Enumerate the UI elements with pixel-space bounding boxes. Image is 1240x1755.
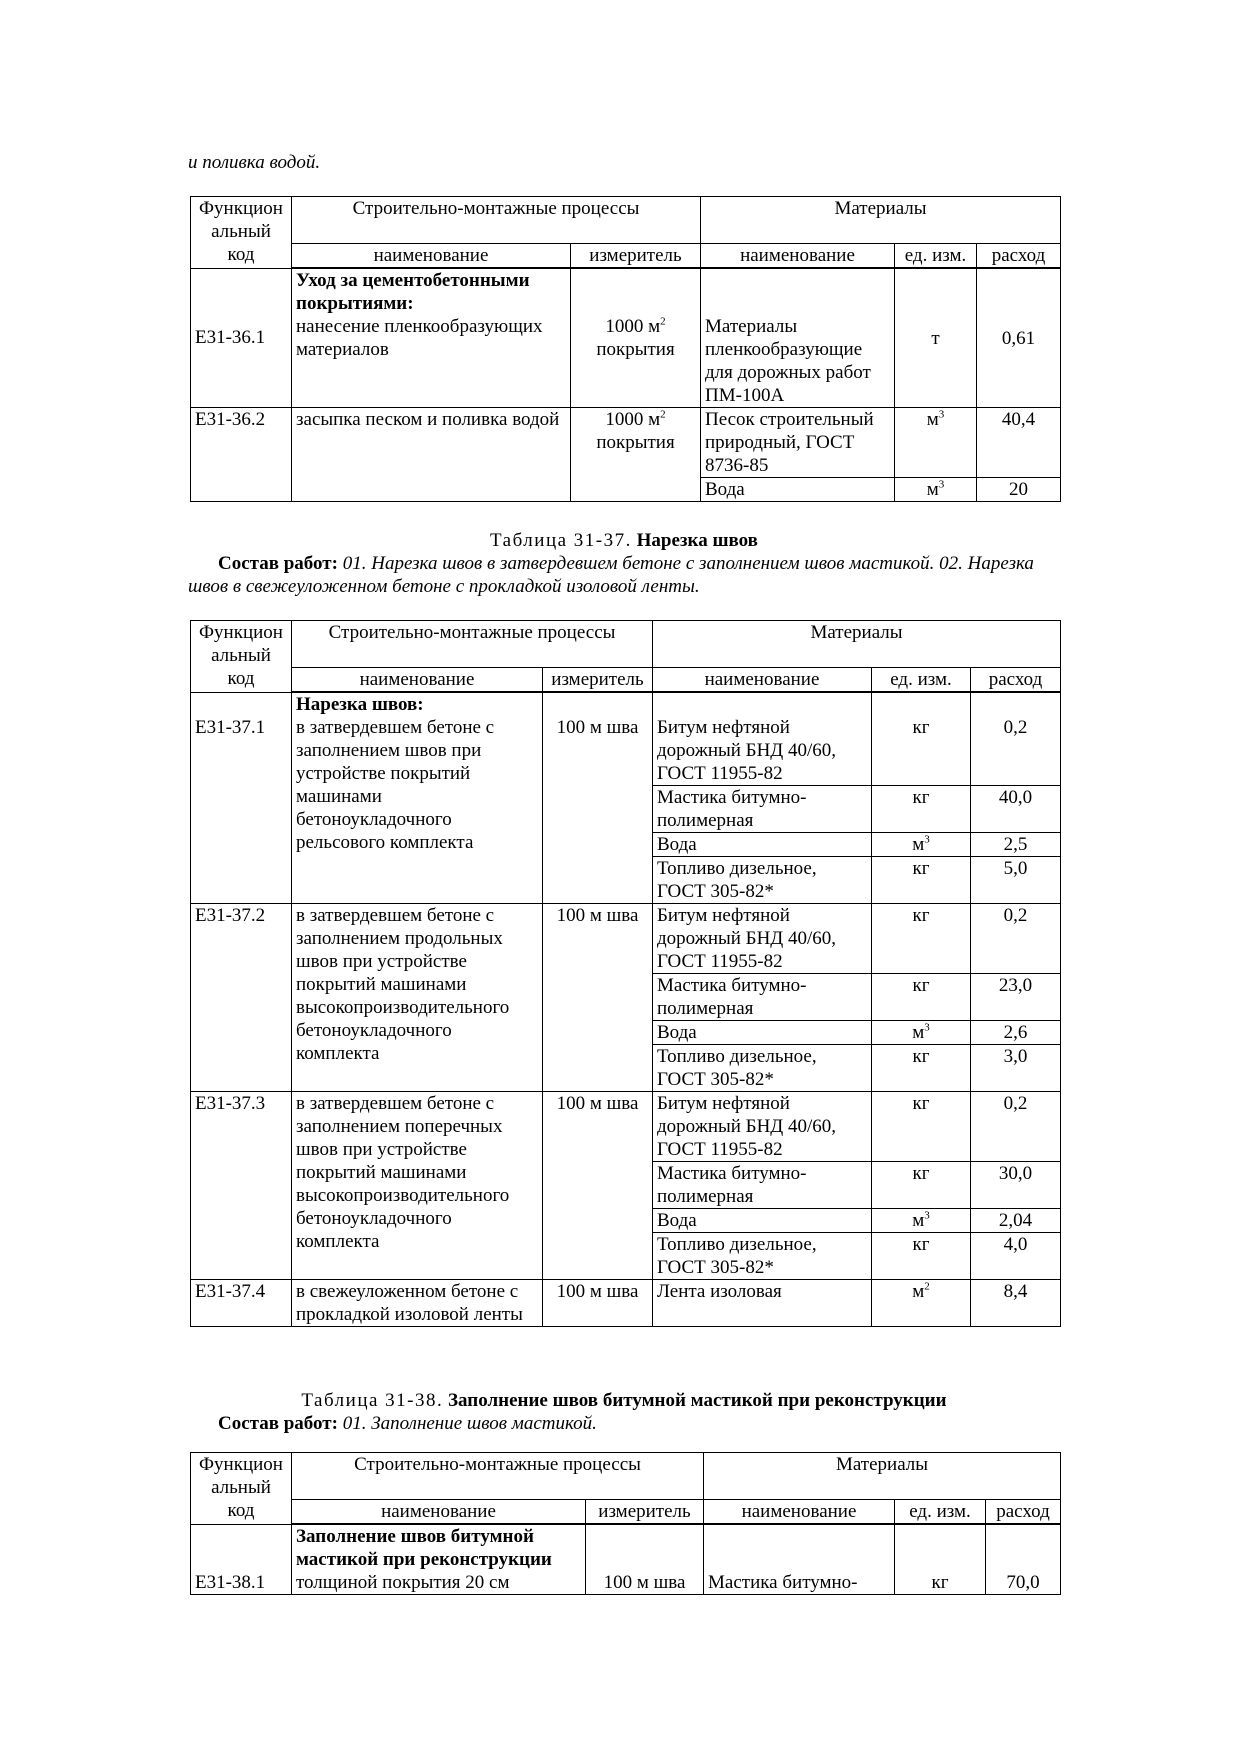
row-name: Заполнение швов битумной мастикой при реконструкции толщиной покрытия 20 см — [292, 1524, 586, 1595]
row-material: Битум нефтяной дорожный БНД 40/60, ГОСТ 11955-82 — [653, 1092, 872, 1162]
row-meter: 100 м шва — [543, 1280, 653, 1327]
row-material: Мастика битумно-полимерная — [653, 786, 872, 833]
table-row — [191, 904, 1061, 974]
table-caption: Таблица 31-38. Заполнение швов битумной мастикой при реконструкции — [301, 1390, 947, 1411]
row-value: 0,2 — [971, 692, 1061, 786]
row-code: Е31-37.2 — [191, 904, 292, 1092]
header-name: наименование — [292, 1500, 586, 1525]
row-unit: кг — [872, 1092, 971, 1162]
header-code: Функцион альный код — [191, 1453, 292, 1525]
composition-text: Состав работ: 01. Нарезка швов в затвердевшем бетоне с заполнением швов мастикой. 02. Нарезка швов в свежеуложенном бетоне с прокладкой изоловой ленты. — [188, 553, 1034, 597]
row-unit: кг — [872, 1233, 971, 1280]
section-title: Нарезка швов: — [296, 694, 424, 715]
row-material: Вода — [653, 833, 872, 857]
header-mat-name: наименование — [701, 244, 895, 269]
header-unit: ед. изм. — [895, 244, 977, 269]
row-unit: $м^3$ — [895, 408, 977, 478]
row-unit: кг — [872, 974, 971, 1021]
caption-31-37 — [188, 529, 1060, 598]
row-value: 2,5 — [971, 833, 1061, 857]
row-name: Уход за цементобетонными покрытиями: нанесение пленкообразующих материалов — [292, 268, 571, 408]
row-material: Топливо дизельное, ГОСТ 305-82* — [653, 1233, 872, 1280]
row-meter: 100 м шва — [543, 1092, 653, 1280]
row-meter: 100 м шва — [543, 692, 653, 904]
row-value: 5,0 — [971, 857, 1061, 904]
row-value: 40,4 — [977, 408, 1061, 478]
row-unit: кг — [872, 692, 971, 786]
header-code: Функцион альный код — [191, 197, 292, 269]
header-name: наименование — [292, 244, 571, 269]
row-unit: кг — [872, 857, 971, 904]
row-value: 0,61 — [977, 268, 1061, 408]
header-mat-name: наименование — [704, 1500, 895, 1525]
row-material: Мастика битумно- — [704, 1524, 895, 1595]
table-31-36 — [190, 196, 1060, 502]
caption-31-38 — [188, 1389, 1060, 1435]
section-title: Уход за цементобетонными покрытиями: — [296, 270, 530, 314]
row-name: в свежеуложенном бетоне с прокладкой изоловой ленты — [292, 1280, 543, 1327]
row-material: Топливо дизельное, ГОСТ 305-82* — [653, 857, 872, 904]
row-code: Е31-37.3 — [191, 1092, 292, 1280]
header-processes: Строительно-монтажные процессы — [292, 1453, 704, 1500]
table-row — [191, 692, 1061, 786]
row-code: Е31-36.2 — [191, 408, 292, 502]
header-processes: Строительно-монтажные процессы — [292, 621, 653, 668]
row-material: Битум нефтяной дорожный БНД 40/60, ГОСТ 11955-82 — [653, 904, 872, 974]
row-code: Е31-37.1 — [191, 692, 292, 904]
header-name: наименование — [292, 668, 543, 693]
row-material: Битум нефтяной дорожный БНД 40/60, ГОСТ 11955-82 — [653, 692, 872, 786]
row-unit: т — [895, 268, 977, 408]
row-code: Е31-36.1 — [191, 268, 292, 408]
table-row — [191, 1524, 1061, 1595]
header-processes: Строительно-монтажные процессы — [292, 197, 701, 244]
header-meter: измеритель — [571, 244, 701, 269]
table-row — [191, 268, 1061, 408]
row-value: 70,0 — [986, 1524, 1061, 1595]
table-31-38 — [190, 1452, 1060, 1595]
row-meter: 100 м шва — [586, 1524, 704, 1595]
header-meter: измеритель — [543, 668, 653, 693]
row-meter: 1000 $м^2$ покрытия — [571, 268, 701, 408]
row-value: 4,0 — [971, 1233, 1061, 1280]
row-meter: 100 м шва — [543, 904, 653, 1092]
row-unit: $м^3$ — [872, 833, 971, 857]
row-material: Вода — [653, 1021, 872, 1045]
row-value: 23,0 — [971, 974, 1061, 1021]
row-value: 8,4 — [971, 1280, 1061, 1327]
row-value: 0,2 — [971, 904, 1061, 974]
header-consumption: расход — [971, 668, 1061, 693]
row-value: 0,2 — [971, 1092, 1061, 1162]
table-31-37 — [190, 620, 1060, 1327]
header-materials: Материалы — [653, 621, 1061, 668]
section-title: Заполнение швов битумной мастикой при реконструкции — [296, 1526, 552, 1570]
row-meter: 1000 $м^2$ покрытия — [571, 408, 701, 502]
row-unit: кг — [872, 1162, 971, 1209]
header-materials: Материалы — [704, 1453, 1061, 1500]
row-unit: кг — [872, 786, 971, 833]
header-unit: ед. изм. — [895, 1500, 986, 1525]
row-name: в затвердевшем бетоне с заполнением продольных швов при устройстве покрытий машинами высокопроизводительного бетоноукладочного комплекта — [292, 904, 543, 1092]
row-unit: кг — [872, 1045, 971, 1092]
header-materials: Материалы — [701, 197, 1061, 244]
row-code: Е31-38.1 — [191, 1524, 292, 1595]
row-value: 30,0 — [971, 1162, 1061, 1209]
header-consumption: расход — [977, 244, 1061, 269]
row-unit: кг — [872, 904, 971, 974]
row-material: Песок строительный природный, ГОСТ 8736-85 — [701, 408, 895, 478]
row-unit: $м^3$ — [895, 478, 977, 502]
table-row — [191, 1280, 1061, 1327]
header-meter: измеритель — [586, 1500, 704, 1525]
row-unit: $м^2$ — [872, 1280, 971, 1327]
header-mat-name: наименование — [653, 668, 872, 693]
header-code: Функцион альный код — [191, 621, 292, 693]
row-value: 2,04 — [971, 1209, 1061, 1233]
row-value: 3,0 — [971, 1045, 1061, 1092]
row-material: Вода — [701, 478, 895, 502]
header-unit: ед. изм. — [872, 668, 971, 693]
row-material: Лента изоловая — [653, 1280, 872, 1327]
row-unit: $м^3$ — [872, 1021, 971, 1045]
table-row — [191, 408, 1061, 478]
row-code: Е31-37.4 — [191, 1280, 292, 1327]
row-name: Нарезка швов: в затвердевшем бетоне с заполнением швов при устройстве покрытий машинами бетоноукладочного рельсового комплекта — [292, 692, 543, 904]
table-row — [191, 1092, 1061, 1162]
row-name: засыпка песком и поливка водой — [292, 408, 571, 502]
row-name: в затвердевшем бетоне с заполнением поперечных швов при устройстве покрытий машинами высокопроизводительного бетоноукладочного комплекта — [292, 1092, 543, 1280]
row-material: Вода — [653, 1209, 872, 1233]
row-material: Материалы пленкообразующие для дорожных работ ПМ-100А — [701, 268, 895, 408]
intro-text: и поливка водой. — [188, 152, 321, 173]
row-value: 40,0 — [971, 786, 1061, 833]
row-material: Топливо дизельное, ГОСТ 305-82* — [653, 1045, 872, 1092]
row-material: Мастика битумно-полимерная — [653, 1162, 872, 1209]
row-value: 20 — [977, 478, 1061, 502]
row-unit: $м^3$ — [872, 1209, 971, 1233]
header-consumption: расход — [986, 1500, 1061, 1525]
row-value: 2,6 — [971, 1021, 1061, 1045]
row-material: Мастика битумно-полимерная — [653, 974, 872, 1021]
row-unit: кг — [895, 1524, 986, 1595]
composition-text: Состав работ: 01. Заполнение швов мастикой. — [218, 1413, 597, 1434]
table-caption: Таблица 31-37. Нарезка швов — [490, 530, 758, 551]
